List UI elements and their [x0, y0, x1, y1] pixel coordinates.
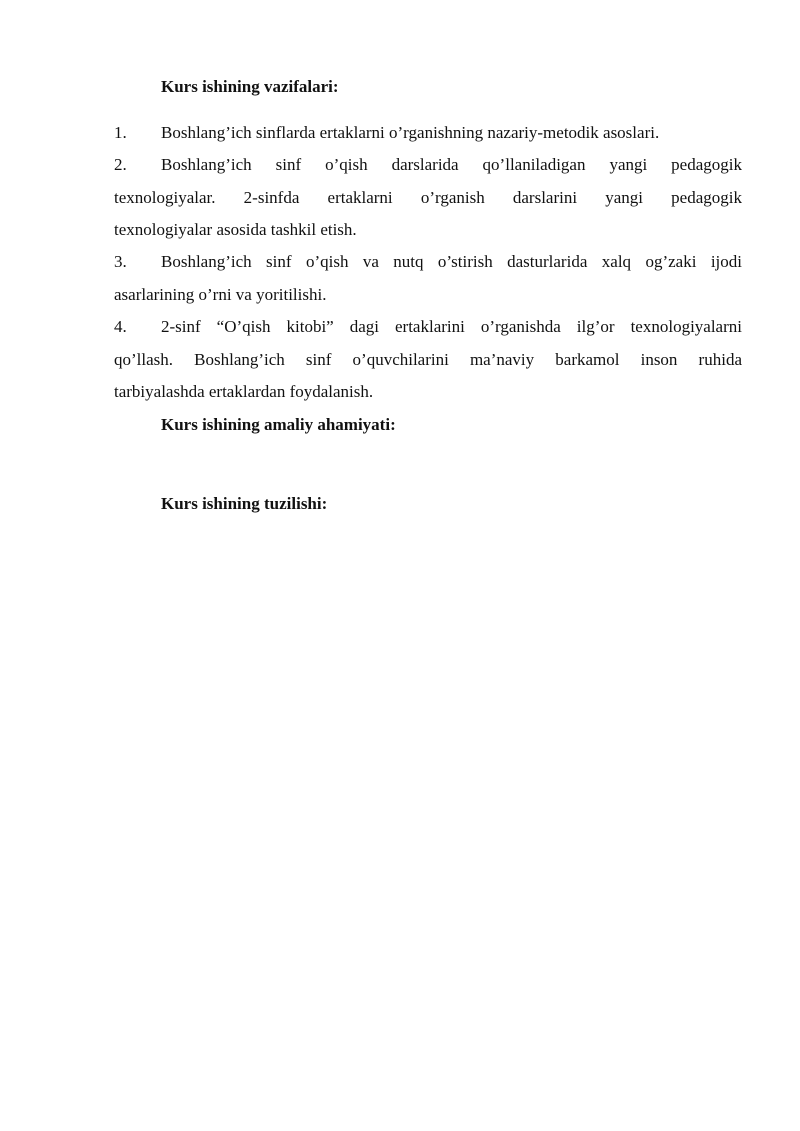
list-item-text: Boshlang’ich sinf o’qish va nutq o’stirish dasturlarida xalq og’zaki ijodi [161, 252, 742, 271]
list-item-line: asarlarining o’rni va yoritilishi. [114, 284, 327, 304]
list-item-line: qo’llash. Boshlang’ich sinf o’quvchilarini ma’naviy barkamol inson ruhida [114, 349, 742, 369]
list-item-line: tarbiyalashda ertaklardan foydalanish. [114, 382, 374, 401]
list-item-line [114, 149, 742, 182]
list-item-text: Boshlang’ich sinflarda ertaklarni o’rganishning nazariy-metodik asoslari. [161, 123, 660, 142]
list-item-number: 3. [114, 252, 127, 271]
list-item-number: 2. [114, 155, 127, 174]
list-item-line: texnologiyalar asosida tashkil etish. [114, 220, 357, 239]
list-item [114, 149, 742, 247]
list-item-number: 1. [114, 123, 127, 142]
list-item [114, 311, 742, 409]
list-item-number: 4. [114, 317, 127, 336]
heading-vazifalari: Kurs ishining vazifalari: [161, 77, 339, 96]
list-item-line [114, 246, 742, 279]
list-item-line [114, 311, 742, 344]
list-item-line: texnologiyalar. 2-sinfda ertaklarni o’rganish darslarini yangi pedagogik [114, 187, 742, 207]
list-item [114, 246, 742, 311]
list-item-text: Boshlang’ich sinf o’qish darslarida qo’llaniladigan yangi pedagogik [161, 155, 742, 174]
list-item-text: 2-sinf “O’qish kitobi” dagi ertaklarini o’rganishda ilg’or texnologiyalarni [161, 317, 742, 336]
heading-tuzilishi: Kurs ishining tuzilishi: [161, 494, 328, 513]
list-item-line [114, 117, 742, 150]
heading-amaliy-ahamiyati: Kurs ishining amaliy ahamiyati: [161, 415, 396, 434]
list-item [114, 117, 742, 150]
